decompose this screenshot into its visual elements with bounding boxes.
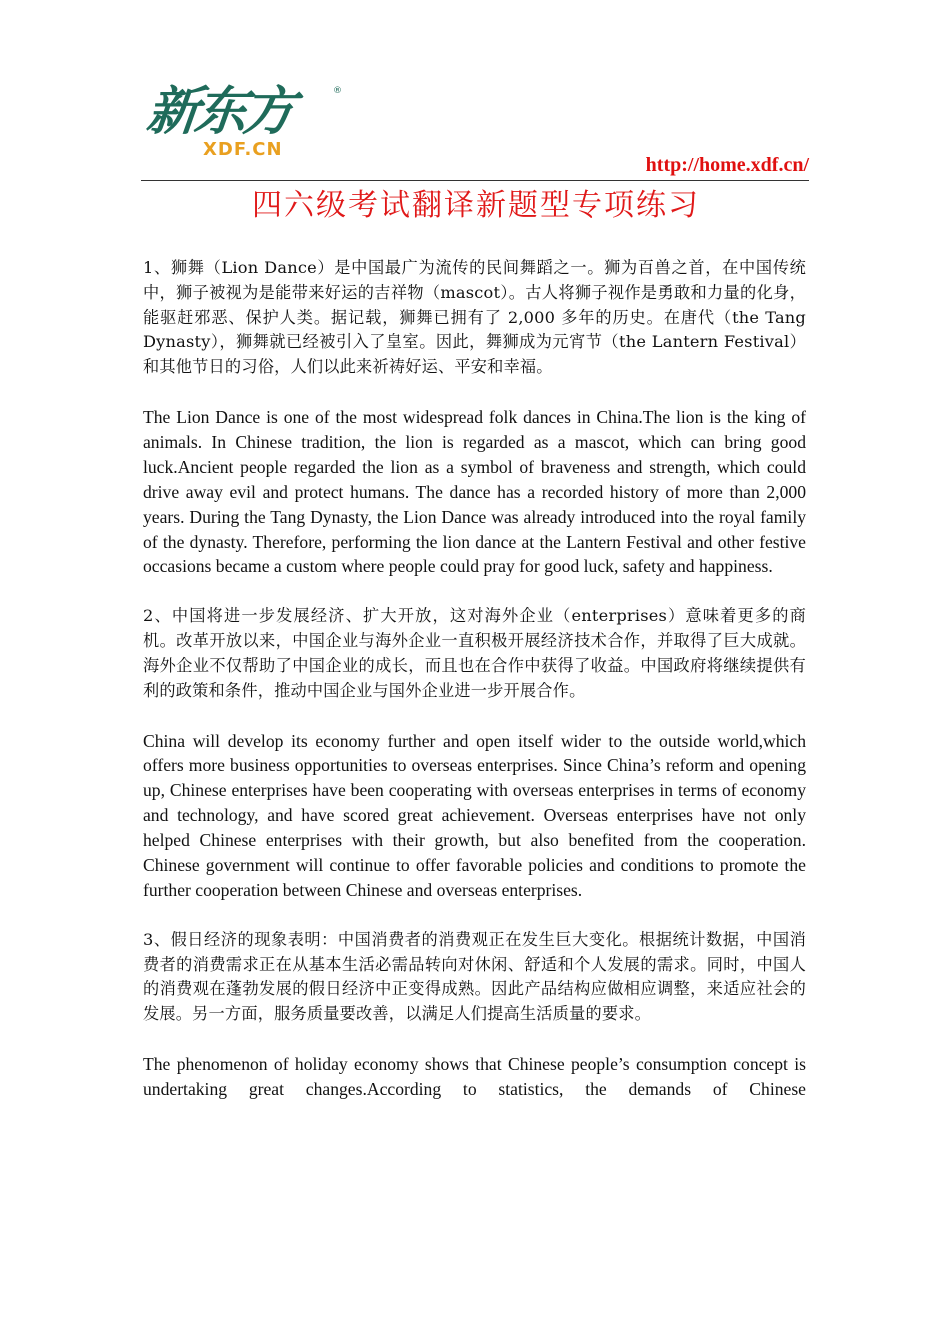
section-1-chinese: 1、狮舞（Lion Dance）是中国最广为流传的民间舞蹈之一。狮为百兽之首，在中国传统中，狮子被视为是能带来好运的吉祥物（mascot）。古人将狮子视作是勇敢和力量的化身，能驱赶邪恶、保护人类。据记载，狮舞已拥有了 2,000 多年的历史。在唐代（the Tang Dynasty），狮舞就已经被引入了皇室。因此，舞狮成为元宵节（the Lantern Festival）和其他节日的习俗，人们以此来祈祷好运、平安和幸福。 [143, 258, 806, 377]
registered-trademark-icon: ® [333, 86, 342, 96]
xdf-logo [143, 82, 347, 166]
logo-english-text: XDF.CN [203, 139, 283, 160]
section-2-chinese: 2、中国将进一步发展经济、扩大开放，这对海外企业（enterprises）意味着更多的商机。改革开放以来，中国企业与海外企业一直积极开展经济技术合作，并取得了巨大成就。海外企业不仅帮助了中国企业的成长，而且也在合作中获得了收益。中国政府将继续提供有利的政策和条件，推动中国企业与国外企业进一步开展合作。 [143, 606, 806, 700]
page-header [143, 80, 809, 180]
section-2-english: China will develop its economy further and open itself wider to the outside world,which offers more business opportunities to overseas enterprises. Since China’s reform and opening up, Chinese enterprises have been cooperating with overseas enterprises in terms of economy and technology, and have scored great achievement. Overseas enterprises have not only helped Chinese enterprises with their growth, but also benefited from the cooperation. Chinese government will continue to offer favorable policies and conditions to promote the further cooperation between Chinese and overseas enterprises. [143, 730, 806, 900]
page-title: 四六级考试翻译新题型专项练习 [252, 188, 700, 223]
section-1-english: The Lion Dance is one of the most widespread folk dances in China.The lion is the king of animals. In Chinese tradition, the lion is regarded as a mascot, which can bring good luck.Ancient people regarded the lion as a symbol of braveness and strength, which could drive away evil and protect humans. The dance has a recorded history of more than 2,000 years. During the Tang Dynasty, the Lion Dance was already introduced into the royal family of the dynasty. Therefore, performing the lion dance at the Lantern Festival and other festive occasions became a custom where people could pray for good luck, safety and happiness. [143, 406, 806, 577]
header-divider [141, 180, 809, 181]
section-3-chinese: 3、假日经济的现象表明：中国消费者的消费观正在发生巨大变化。根据统计数据，中国消费者的消费需求正在从基本生活必需品转向对休闲、舒适和个人发展的需求。同时，中国人的消费观在蓬勃发展的假日经济中正变得成熟。因此产品结构应做相应调整，来适应社会的发展。另一方面，服务质量要改善，以满足人们提高生活质量的要求。 [143, 929, 806, 1024]
site-url-link[interactable]: http://home.xdf.cn/ [645, 154, 809, 176]
section-3-english: The phenomenon of holiday economy shows that Chinese people’s consumption concept is undertaking great changes.According to statistics, the demands of Chinese [143, 1054, 806, 1099]
logo-chinese-text: 新东方 [143, 82, 295, 142]
document-body [143, 256, 806, 1127]
